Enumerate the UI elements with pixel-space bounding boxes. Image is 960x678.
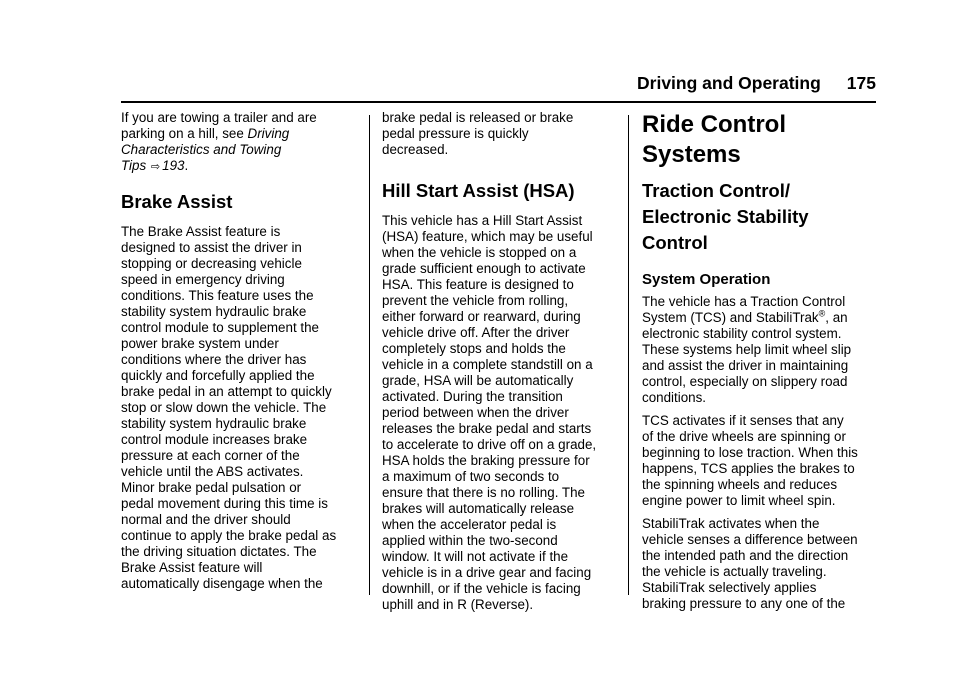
system-operation-paragraph-2: TCS activates if it senses that any of the drive wheels are spinning or beginning to lose traction. When this happens, TCS applies the brakes to the spinning wheels and reduces engine power to limit wheel spin. xyxy=(642,413,858,508)
registered-mark: ® xyxy=(818,308,826,319)
running-header xyxy=(560,72,876,98)
brake-assist-continued: brake pedal is released or brake pedal pressure is quickly decreased. xyxy=(382,110,574,157)
page-number: 175 xyxy=(846,73,876,93)
hsa-body: This vehicle has a Hill Start Assist (HSA) feature, which may be useful when the vehicle is stopped on a grade sufficient enough to activate HSA. This feature is designed to prevent the vehicle from rolling, either forward or rearward, during vehicle drive off. After the driver completely stops and holds the vehicle in a complete standstill on a grade, HSA will be automatically activated. During the transition period between when the driver releases the brake pedal and starts to accelerate to drive off on a grade, HSA holds the braking pressure for a maximum of two seconds to ensure that there is no rolling. The brakes will automatically release when the accelerator pedal is applied within the two-second window. It will not activate if the vehicle is in a drive gear and facing downhill, or if the vehicle is facing uphill and in R (Reverse). xyxy=(382,213,597,612)
page-ref-arrow-icon: ⇨ xyxy=(150,161,161,173)
column-divider-2 xyxy=(628,115,629,595)
section-title: Driving and Operating xyxy=(637,73,821,93)
column-divider-1 xyxy=(369,115,370,595)
heading-system-operation: System Operation xyxy=(642,271,771,288)
header-rule xyxy=(121,101,876,103)
column-left xyxy=(121,110,361,592)
brake-assist-body: The Brake Assist feature is designed to assist the driver in stopping or decreasing vehicle speed in emergency driving conditions. This feature uses the stability system hydraulic brake control module to supplement the power brake system under conditions where the driver has quickly and forcefully applied the brake pedal in an attempt to quickly stop or slow down the vehicle. The stability system hydraulic brake control module increases brake pressure at each corner of the vehicle until the ABS activates. Minor brake pedal pulsation or pedal movement during this time is normal and the driver should continue to apply the brake pedal as the driving situation dictates. The Brake Assist feature will automatically disengage when the xyxy=(121,224,337,591)
system-operation-paragraph-3: StabiliTrak activates when the vehicle senses a difference between the intended path and the direction the vehicle is actually traveling. StabiliTrak selectively applies braking pressure to any one of the xyxy=(642,516,858,611)
xref-link[interactable]: Driving Characteristics and Towing Tips ⇨ 193 xyxy=(121,126,290,173)
column-middle xyxy=(382,110,620,613)
intro-paragraph: If you are towing a trailer and are parking on a hill, see Driving Characteristics and Towing Tips ⇨ 193. xyxy=(121,110,317,173)
heading-ride-control-systems: Ride Control Systems xyxy=(642,111,786,168)
heading-traction-control: Traction Control/ Electronic Stability Control xyxy=(642,180,809,253)
column-right xyxy=(642,110,880,612)
heading-hill-start-assist: Hill Start Assist (HSA) xyxy=(382,180,575,201)
system-operation-paragraph-1: The vehicle has a Traction Control System (TCS) and StabiliTrak®, an electronic stability control system. These systems help limit wheel slip and assist the driver in maintaining control, especially on slippery road conditions. xyxy=(642,294,852,405)
heading-brake-assist: Brake Assist xyxy=(121,191,233,212)
